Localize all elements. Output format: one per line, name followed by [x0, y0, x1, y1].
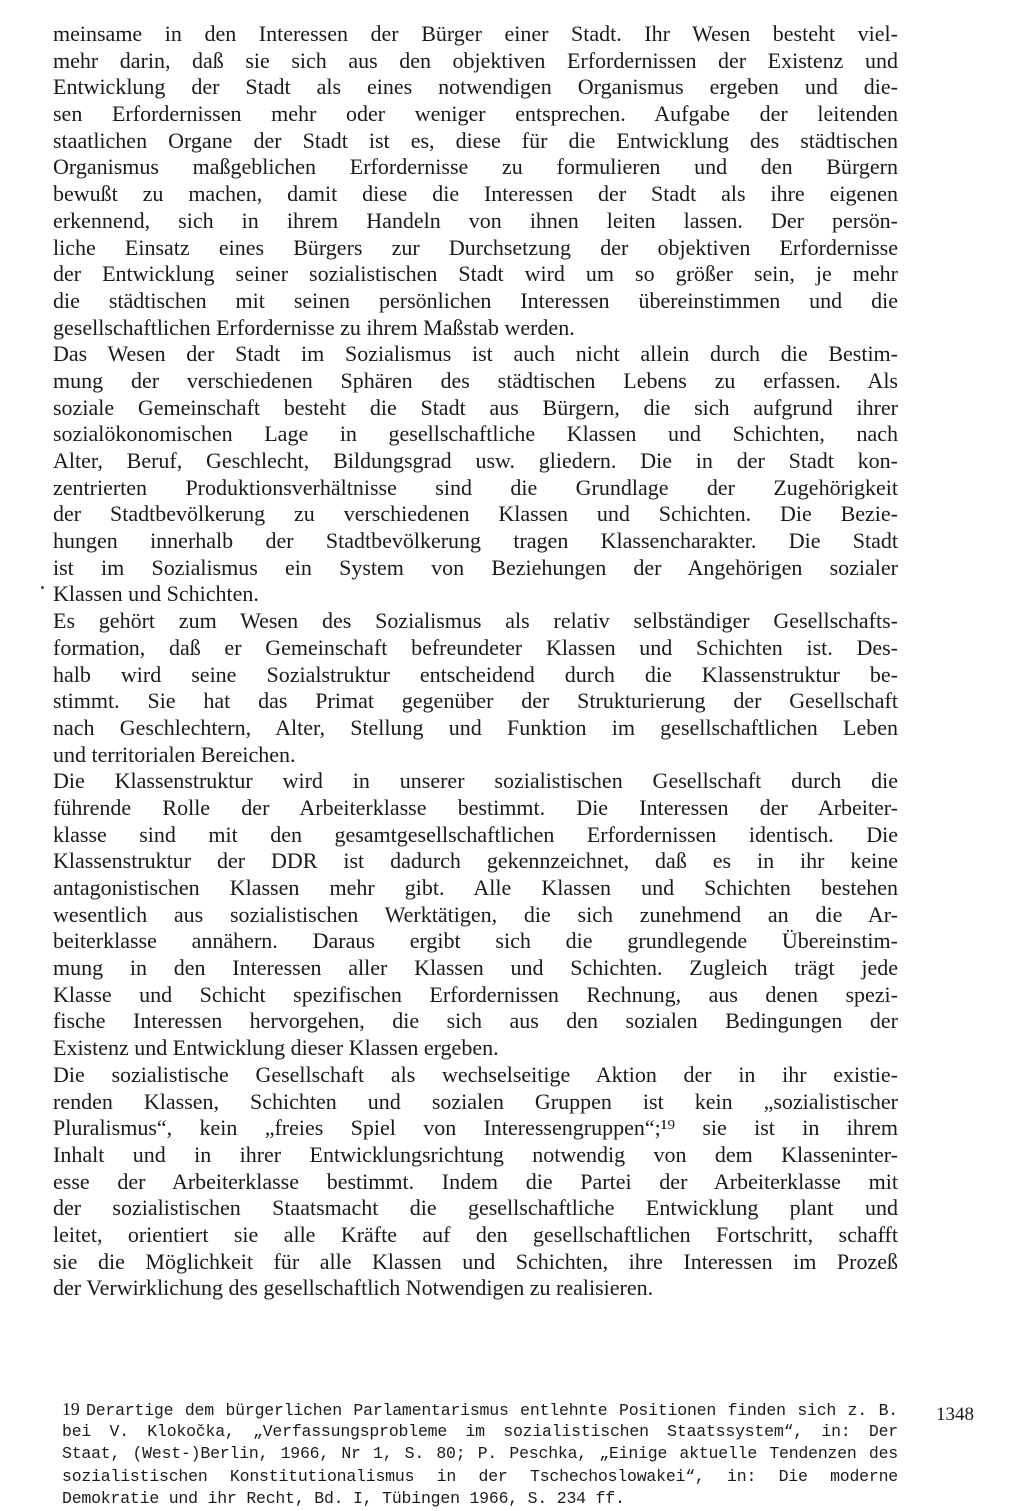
page-number: 1348 — [936, 1404, 974, 1425]
text-line: stimmt. Sie hat das Primat gegenüber der Strukturierung der Gesellschaft — [53, 688, 898, 714]
text-line: sie die Möglichkeit für alle Klassen und Schichten, ihre Interessen im Prozeß — [53, 1248, 898, 1274]
paragraph-5 — [53, 1062, 898, 1302]
text-line: meinsame in den Interessen der Bürger einer Stadt. Ihr Wesen besteht viel- — [53, 21, 898, 46]
text-line: Die Klassenstruktur wird in unserer sozialistischen Gesellschaft durch die — [53, 768, 898, 794]
text-line: gesellschaftlichen Erfordernisse zu ihrem Maßstab werden. — [53, 314, 575, 340]
text-line: und territorialen Bereichen. — [53, 741, 296, 767]
text-line: fische Interessen hervorgehen, die sich aus den sozialen Bedingungen der — [53, 1008, 898, 1034]
text-line: Alter, Beruf, Geschlecht, Bildungsgrad usw. gliedern. Die in der Stadt kon- — [53, 448, 898, 473]
text-line: sozialökonomischen Lage in gesellschaftliche Klassen und Schichten, nach — [53, 421, 898, 447]
text-line: liche Einsatz eines Bürgers zur Durchsetzung der objektiven Erfordernisse — [53, 234, 898, 260]
text-line: esse der Arbeiterklasse bestimmt. Indem die Partei der Arbeiterklasse mit — [53, 1168, 898, 1194]
text-line: Inhalt und in ihrer Entwicklungsrichtung notwendig von dem Klasseninter- — [53, 1141, 898, 1167]
text-line: ist im Sozialismus ein System von Beziehungen der Angehörigen sozialer — [53, 554, 898, 580]
footnote-line: bei V. Klokočka, „Verfassungsprobleme im sozialistischen Staatssystem“, in: Der — [62, 1421, 898, 1441]
body-text — [53, 21, 898, 1302]
text-line: halb wird seine Sozialstruktur entscheidend durch die Klassenstruktur be- — [53, 661, 898, 687]
text-line: Die sozialistische Gesellschaft als wechselseitige Aktion der in ihr existie- — [53, 1061, 898, 1087]
text-line: antagonistischen Klassen mehr gibt. Alle Klassen und Schichten bestehen — [53, 875, 898, 900]
footnote — [62, 1398, 898, 1511]
footnote-line: Staat, (West-)Berlin, 1966, Nr 1, S. 80; P. Peschka, „Einige aktuelle Tendenzen des — [62, 1444, 898, 1463]
text-line: sen Erfordernissen mehr oder weniger entsprechen. Aufgabe der leitenden — [53, 101, 898, 127]
footnote-line: Demokratie und ihr Recht, Bd. I, Tübingen 1966, S. 234 ff. — [62, 1489, 625, 1508]
text-line: leitet, orientiert sie alle Kräfte auf den gesellschaftlichen Fortschritt, schafft — [53, 1221, 898, 1247]
text-line: Klassen und Schichten. — [53, 581, 259, 607]
text-line: staatlichen Organe der Stadt ist es, diese für die Entwicklung des städtischen — [53, 127, 898, 153]
text-line: Das Wesen der Stadt im Sozialismus ist auch nicht allein durch die Bestim- — [53, 341, 898, 367]
text-line: der sozialistischen Staatsmacht die gesellschaftliche Entwicklung plant und — [53, 1195, 898, 1221]
text-line: Existenz und Entwicklung dieser Klassen ergeben. — [53, 1035, 499, 1061]
text-line: erkennend, sich in ihrem Handeln von ihnen leiten lassen. Der persön- — [53, 207, 898, 233]
text-line: der Entwicklung seiner sozialistischen Stadt wird um so größer sein, je mehr — [53, 261, 898, 287]
footnote-marker: 19 — [62, 1399, 80, 1419]
text-line: Klasse und Schicht spezifischen Erfordernissen Rechnung, aus denen spezi- — [53, 981, 898, 1007]
footnote-line: sozialistischen Konstitutionalismus in der Tschechoslowakei“, in: Die moderne — [62, 1466, 898, 1486]
text-line: Klassenstruktur der DDR ist dadurch gekennzeichnet, daß es in ihr keine — [53, 848, 898, 874]
margin-dot-mark — [41, 586, 44, 589]
text-line: mung der verschiedenen Sphären des städtischen Lebens zu erfassen. Als — [53, 367, 898, 393]
text-line: klasse sind mit den gesamtgesellschaftlichen Erfordernissen identisch. Die — [53, 821, 898, 847]
text-line: renden Klassen, Schichten und sozialen Gruppen ist kein „sozialistischer — [53, 1088, 898, 1114]
text-line: beiterklasse annähern. Daraus ergibt sich die grundlegende Übereinstim- — [53, 928, 898, 954]
text-line: hungen innerhalb der Stadtbevölkerung tragen Klassencharakter. Die Stadt — [53, 528, 898, 554]
text-line: der Verwirklichung des gesellschaftlich Notwendigen zu realisieren. — [53, 1275, 654, 1301]
paragraph-1 — [53, 21, 898, 341]
paragraph-4 — [53, 768, 898, 1062]
text-line: Es gehört zum Wesen des Sozialismus als relativ selbständiger Gesellschafts- — [53, 608, 898, 634]
text-line: nach Geschlechtern, Alter, Stellung und Funktion im gesellschaftlichen Leben — [53, 714, 898, 740]
text-line: Pluralismus“, kein „freies Spiel von Interessengruppen“;¹⁹ sie ist in ihrem — [53, 1115, 898, 1141]
text-line: Organismus maßgeblichen Erfordernisse zu formulieren und den Bürgern — [53, 154, 898, 180]
paragraph-2 — [53, 341, 898, 608]
text-line: mung in den Interessen aller Klassen und Schichten. Zugleich trägt jede — [53, 955, 898, 981]
text-line: der Stadtbevölkerung zu verschiedenen Klassen und Schichten. Die Bezie- — [53, 501, 898, 527]
text-line: die städtischen mit seinen persönlichen Interessen übereinstimmen und die — [53, 287, 898, 313]
text-line: formation, daß er Gemeinschaft befreundeter Klassen und Schichten ist. Des- — [53, 634, 898, 660]
footnote-text: Derartige dem bürgerlichen Parlamentarismus entlehnte Positionen finden sich z. B. — [86, 1401, 898, 1420]
footnote-line — [62, 1398, 898, 1421]
text-line: zentrierten Produktionsverhältnisse sind die Grundlage der Zugehörigkeit — [53, 474, 898, 500]
text-line: wesentlich aus sozialistischen Werktätigen, die sich zunehmend an die Ar- — [53, 901, 898, 927]
text-line: Entwicklung der Stadt als eines notwendigen Organismus ergeben und die- — [53, 74, 898, 100]
text-line: mehr darin, daß sie sich aus den objektiven Erfordernissen der Existenz und — [53, 47, 898, 73]
paragraph-3 — [53, 608, 898, 768]
text-line: soziale Gemeinschaft besteht die Stadt aus Bürgern, die sich aufgrund ihrer — [53, 394, 898, 420]
text-line: führende Rolle der Arbeiterklasse bestimmt. Die Interessen der Arbeiter- — [53, 794, 898, 820]
text-line: bewußt zu machen, damit diese die Interessen der Stadt als ihre eigenen — [53, 181, 898, 207]
